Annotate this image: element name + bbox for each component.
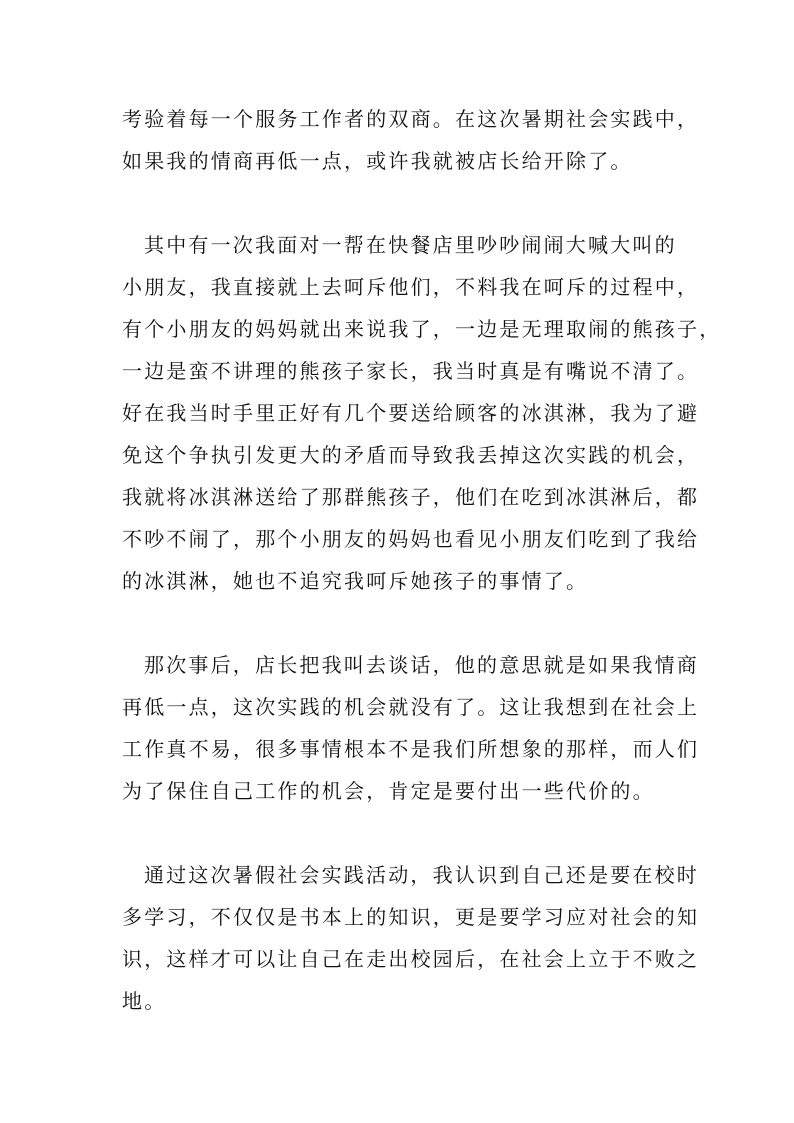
paragraph-2-line-6: 免这个争执引发更大的矛盾而导致我丢掉这次实践的机会， (122, 443, 700, 467)
paragraph-4-line-1: 通过这次暑假社会实践活动，我认识到自己还是要在校时 (144, 863, 699, 887)
paragraph-3-line-4: 为了保住自己工作的机会，肯定是要付出一些代价的。 (122, 779, 655, 803)
paragraph-1-line-1: 考验着每一个服务工作者的双商。在这次暑期社会实践中， (122, 107, 700, 131)
paragraph-3-line-3: 工作真不易，很多事情根本不是我们所想象的那样，而人们 (122, 737, 700, 761)
paragraph-1-line-2: 如果我的情商再低一点，或许我就被店长给开除了。 (122, 149, 633, 173)
paragraph-2-line-8: 不吵不闹了，那个小朋友的妈妈也看见小朋友们吃到了我给 (122, 527, 700, 551)
paragraph-3-line-2: 再低一点，这次实践的机会就没有了。这让我想到在社会上 (122, 695, 700, 719)
paragraph-2-line-7: 我就将冰淇淋送给了那群熊孩子，他们在吃到冰淇淋后，都 (122, 485, 700, 509)
paragraph-3-line-1: 那次事后，店长把我叫去谈话，他的意思就是如果我情商 (144, 653, 699, 677)
paragraph-4-line-4: 地。 (122, 989, 167, 1013)
paragraph-2-line-4: 一边是蛮不讲理的熊孩子家长，我当时真是有嘴说不清了。 (122, 359, 700, 383)
paragraph-4-line-3: 识，这样才可以让自己在走出校园后，在社会上立于不败之 (122, 947, 700, 971)
paragraph-2-line-2: 小朋友，我直接就上去呵斥他们，不料我在呵斥的过程中， (122, 275, 700, 299)
paragraph-2-line-3: 有个小朋友的妈妈就出来说我了，一边是无理取闹的熊孩子， (122, 317, 722, 341)
paragraph-2-line-1: 其中有一次我面对一帮在快餐店里吵吵闹闹大喊大叫的 (144, 233, 677, 257)
paragraph-2-line-9: 的冰淇淋，她也不追究我呵斥她孩子的事情了。 (122, 569, 589, 593)
paragraph-4-line-2: 多学习，不仅仅是书本上的知识，更是要学习应对社会的知 (122, 905, 700, 929)
paragraph-2-line-5: 好在我当时手里正好有几个要送给顾客的冰淇淋，我为了避 (122, 401, 700, 425)
